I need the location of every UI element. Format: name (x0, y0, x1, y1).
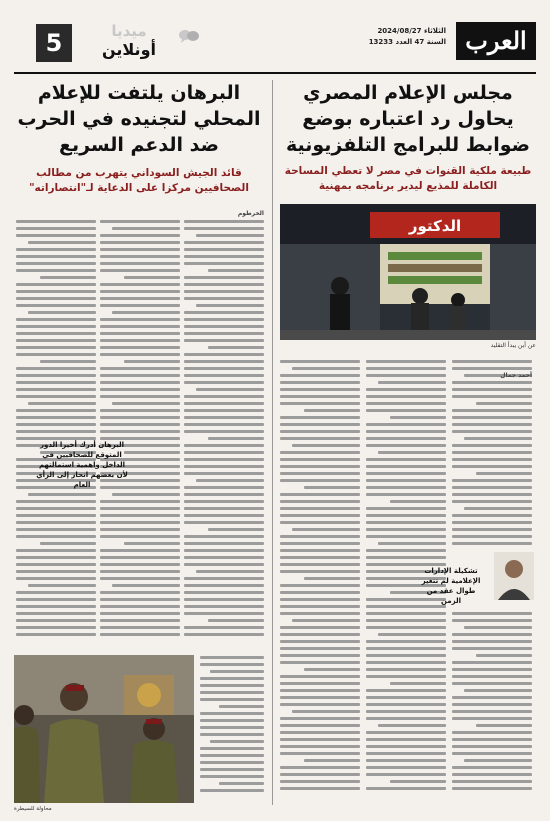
speech-bubble-icon (178, 28, 200, 44)
section-name-bottom: أونلاين (102, 40, 156, 59)
right-story-col-3 (280, 360, 360, 804)
shop-photo (280, 204, 536, 340)
right-story-author-quote: تشكيلة الإدارات الإعلامية لم تتغير طوال عقد من الزمن (421, 567, 481, 605)
right-story-col-1 (452, 360, 532, 550)
issue-date: الثلاثاء 2024/08/27 (377, 27, 446, 35)
left-story-col-below (200, 656, 264, 804)
shop-sign-text: الدكتور (408, 217, 462, 235)
military-photo-caption: محاولة للسيطرة (14, 806, 52, 812)
left-story-col-3 (16, 220, 96, 650)
section-name-top: ميديا (111, 22, 147, 40)
author-photo (494, 552, 534, 600)
right-story-col-1b (452, 612, 532, 804)
left-story-pull-quote: البرهان أدرك أخيرا الدور المتوقع للصحافيين في الداخل واهمية استمالتهم لأن بعضهم انحاز إلى الرأي العام (36, 441, 128, 489)
column-divider (272, 80, 273, 805)
left-story-headline[interactable]: البرهان يلتفت للإعلام المحلي لتجنيده في الحرب ضد الدعم السريع (17, 82, 261, 156)
page-number: 5 (36, 24, 72, 62)
left-story-col-1 (184, 220, 264, 650)
right-story-header (280, 80, 536, 194)
left-story-byline: الخرطوم (237, 210, 264, 217)
right-story-headline[interactable]: مجلس الإعلام المصري يحاول رد اعتباره بوضع ضوابط للبرامج التلفزيونية (285, 82, 531, 156)
right-story-subheadline: طبيعة ملكية القنوات في مصر لا تعطي المساحة الكاملة للمذيع ليدير برنامجه بمهنية (284, 165, 532, 192)
right-story-byline: أحمد جمال (500, 372, 532, 379)
section-name (82, 22, 176, 60)
left-story-subheadline: قائد الجيش السوداني يتهرب من مطالب الصحافيين مركزا على الدعاية لـ"انتصاراته" (29, 167, 249, 194)
left-story-col-2 (100, 220, 180, 650)
newspaper-logo: العرب (456, 22, 536, 60)
shop-photo-caption: عن أين يبدأ التقليد (490, 342, 536, 349)
issue-info (369, 26, 446, 48)
military-photo (14, 655, 194, 803)
issue-number: السنة 47 العدد 13233 (368, 38, 446, 46)
masthead-rule (14, 72, 536, 74)
masthead (14, 22, 536, 68)
left-story-header (14, 80, 264, 196)
